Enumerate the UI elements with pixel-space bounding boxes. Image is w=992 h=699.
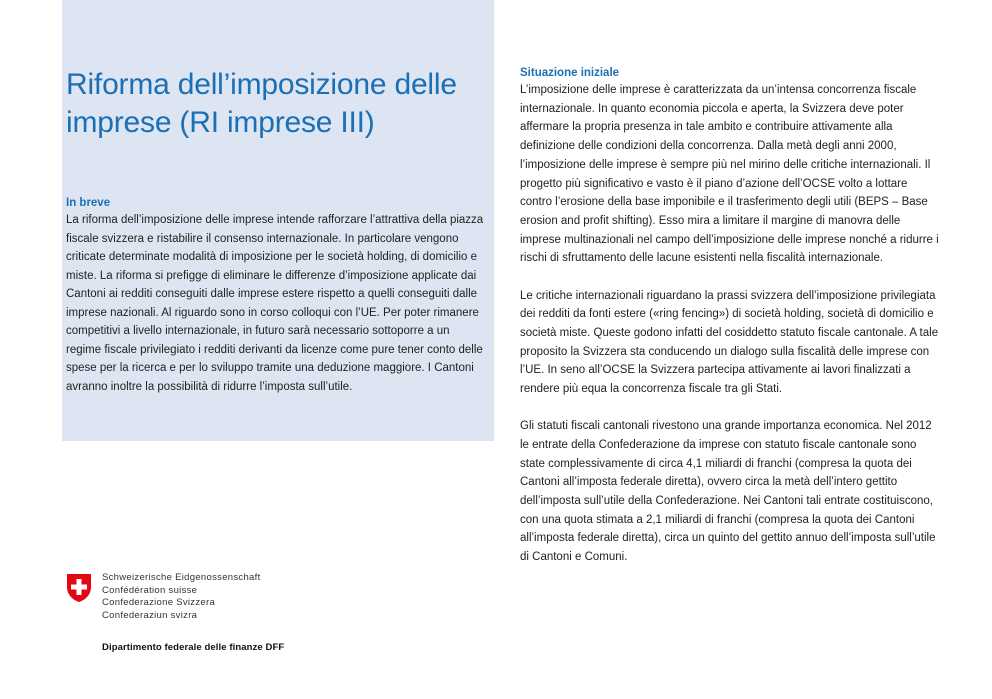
situation-section bbox=[520, 66, 940, 567]
department-name: Dipartimento federale delle finanze DFF bbox=[102, 642, 285, 653]
summary-section bbox=[66, 196, 486, 396]
confederation-name-fr: Confédération suisse bbox=[102, 584, 198, 596]
situation-paragraph-1: L’imposizione delle imprese è caratterizzata da un’intensa concorrenza fiscale internazionale. In quanto economia piccola e aperta, la Svizzera deve poter affermare la propria presenza in tale ambito e contribuire attivamente alla definizione delle condizioni della concorrenza. Dalla metà degli anni 2000, l’imposizione delle imprese è sempre più nel mirino delle critiche internazionali. Il progetto più significativo e vasto è il piano d’azione dell’OCSE volto a lottare contro l’erosione della base imponibile e il trasferimento degli utili (BEPS – Base erosion and profit shifting). Esso mira a limitare il margine di manovra delle imprese multinazionali nel campo dell’imposizione delle imprese nonché a ridurre i rischi di sfruttamento delle lacune esistenti nella fiscalità internazionale. bbox=[520, 84, 939, 265]
situation-paragraph-3: Gli statuti fiscali cantonali rivestono una grande importanza economica. Nel 2012 le entrate della Confederazione da imprese con statuto fiscale cantonale sono state complessivamente di circa 4,1 miliardi di franchi (compresa la quota dei Cantoni all’imposta federale diretta), ovvero circa la metà dell’intero gettito dell’imposta sull’utile della Confederazione. Nei Cantoni tali entrate costituiscono, con una quota stimata a 2,1 miliardi di franchi (compresa la quota dei Cantoni all’imposta federale diretta), circa un quinto del gettito annuo dell’imposta sull’utile di Cantoni e Comuni. bbox=[520, 420, 936, 564]
confederation-name-rm: Confederaziun svizra bbox=[102, 609, 198, 621]
confederation-name-de: Schweizerische Eidgenossenschaft bbox=[102, 572, 261, 583]
confederation-names bbox=[102, 572, 261, 622]
swiss-shield-icon bbox=[66, 573, 92, 603]
confederation-name-it: Confederazione Svizzera bbox=[102, 597, 216, 608]
situation-heading: Situazione iniziale bbox=[520, 67, 620, 79]
summary-text: La riforma dell’imposizione delle imprese intende rafforzare l’attrattiva della piazza fiscale svizzera e ristabilire il consenso internazionale. In particolare vengono criticate determinate modalità di imposizione per le società holding, di domicilio e miste. La riforma si prefigge di eliminare le differenze d’imposizione applicate dai Cantoni ai redditi conseguiti dalle imprese estere rispetto a quelli conseguiti dalle imprese nazionali. Al riguardo sono in corso colloqui con l’UE. Per poter rimanere competitivi a livello internazionale, in futuro sarà necessario sottoporre a un regime fiscale privilegiato i redditi derivanti da licenze come pure tener conto delle spese per la ricerca e per lo sviluppo tramite una deduzione maggiore. I Cantoni avranno inoltre la possibilità di ridurre l’imposta sull’utile. bbox=[66, 214, 484, 393]
swiss-confederation-logo bbox=[66, 572, 261, 622]
summary-heading: In breve bbox=[66, 197, 111, 209]
page-title: Riforma dell’imposizione delle imprese (RI imprese III) bbox=[66, 68, 457, 139]
situation-paragraph-2: Le critiche internazionali riguardano la prassi svizzera dell’imposizione privilegiata dei redditi da fonti estere («ring fencing») di società holding, società di domicilio e società miste. Queste godono infatti del cosiddetto statuto fiscale cantonale. A tale proposito la Svizzera sta conducendo un dialogo sulla fiscalità delle imprese con l’UE. In seno all’OCSE la Svizzera partecipa attivamente ai lavori finalizzati a rendere più equa la concorrenza fiscale tra gli Stati. bbox=[520, 289, 939, 396]
